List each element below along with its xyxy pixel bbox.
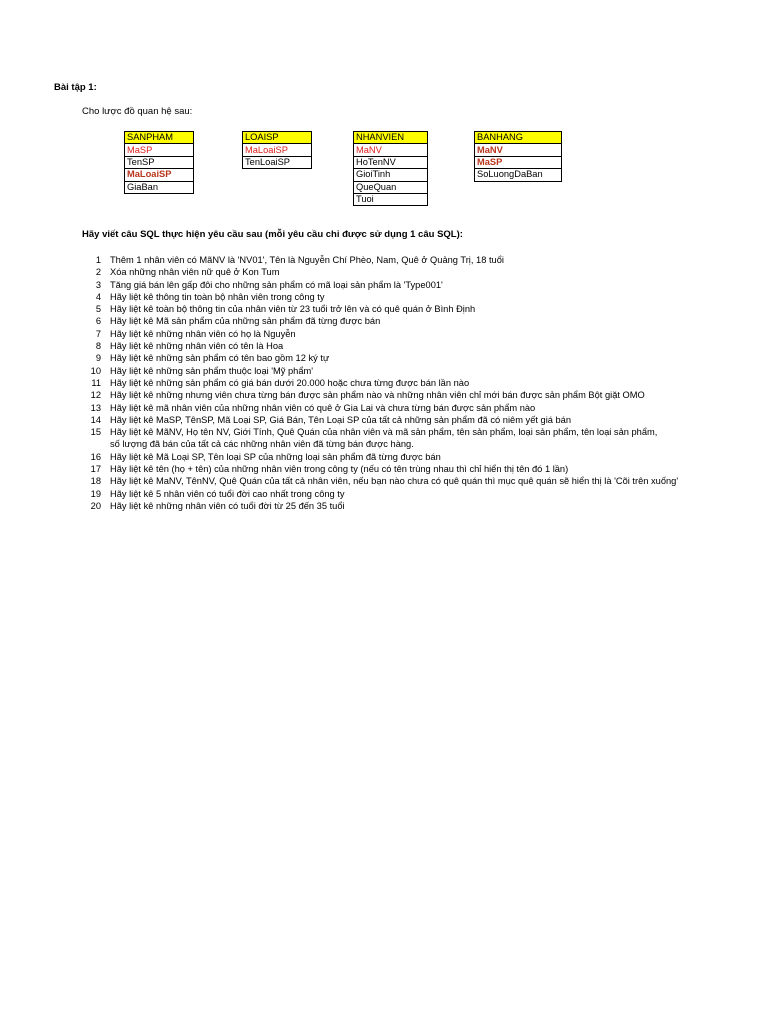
task-number: 3: [95, 279, 101, 290]
table-field: GiaBan: [125, 181, 194, 193]
task-text: Hãy liệt kê toàn bộ thông tin của nhân viên từ 23 tuổi trở lên và có quê quán ở Bình Định: [110, 304, 476, 315]
list-item: [80, 365, 760, 377]
task-text: Hãy liệt kê mã nhân viên của những nhân viên có quê ở Gia Lai và chưa từng bán được sản phẩm nào: [110, 402, 536, 413]
task-text: Hãy liệt kê Mã Loại SP, Tên loại SP của những loại sản phẩm đã từng được bán: [110, 451, 441, 462]
task-text: Hãy liệt kê những sản phẩm có tên bao gồm 12 ký tự: [110, 353, 330, 364]
table-field: MaSP: [475, 156, 562, 168]
task-text: Hãy liệt kê 5 nhân viên có tuổi đời cao nhất trong công ty: [110, 488, 345, 499]
table-sanpham: [124, 131, 194, 194]
task-number: 19: [90, 488, 101, 499]
task-number: 4: [95, 291, 101, 302]
exercise-heading: Bài tập 1:: [54, 82, 97, 93]
list-item: [80, 254, 760, 266]
task-text: Hãy liệt kê những nhân viên có họ là Nguyễn: [110, 328, 296, 339]
list-item: [80, 352, 760, 364]
table-field: SoLuongDaBan: [475, 169, 562, 181]
task-number: 16: [90, 451, 101, 462]
task-number: 10: [90, 365, 101, 376]
table-field: Tuoi: [354, 193, 428, 205]
task-number: 20: [90, 500, 101, 511]
task-list: [80, 254, 760, 512]
table-banhang: [474, 131, 562, 182]
task-number: 18: [90, 476, 101, 487]
task-number: 12: [90, 390, 101, 401]
task-text: Hãy liệt kê tên (họ + tên) của những nhân viên trong công ty (nếu có tên trùng nhau thì chỉ hiển thị tên đó 1 lần): [110, 464, 569, 475]
table-field: HoTenNV: [354, 156, 428, 168]
task-number: 5: [95, 304, 101, 315]
task-text: Hãy liệt kê những nhân viên có tên là Hoa: [110, 341, 284, 352]
task-text: Hãy liệt kê MãNV, Họ tên NV, Giới Tính, Quê Quán của nhân viên và mã sản phẩm, tên sản phẩm, loại sản phẩm, tên loại sản phẩm, số lượng đã bán của tất cả các những nhân viên đã từng bán được hàng.: [110, 427, 658, 450]
list-item: [80, 389, 760, 401]
task-number: 9: [95, 353, 101, 364]
task-number: 7: [95, 328, 101, 339]
task-text: Hãy liệt kê thông tin toàn bộ nhân viên trong công ty: [110, 291, 325, 302]
task-text: Hãy liệt kê những nhân viên có tuổi đời từ 25 đến 35 tuổi: [110, 500, 345, 511]
task-text: Hãy liệt kê MaSP, TênSP, Mã Loại SP, Giá Bán, Tên Loại SP của tất cả những sản phẩm đã có niêm yết giá bán: [110, 414, 572, 425]
task-number: 13: [90, 402, 101, 413]
table-name: BANHANG: [475, 132, 562, 144]
list-item: [80, 303, 760, 315]
task-text: Hãy liệt kê những sản phẩm có giá bán dưới 20.000 hoặc chưa từng được bán lần nào: [110, 377, 470, 388]
table-field: MaLoaiSP: [125, 169, 194, 181]
table-name: LOAISP: [243, 132, 312, 144]
intro-text: Cho lược đồ quan hệ sau:: [82, 106, 193, 117]
table-field: TenLoaiSP: [243, 156, 312, 168]
list-item: [80, 500, 760, 512]
list-item: [80, 451, 760, 463]
list-item: [80, 414, 760, 426]
task-number: 14: [90, 414, 101, 425]
list-item: [80, 402, 760, 414]
list-item: [80, 488, 760, 500]
task-number: 17: [90, 464, 101, 475]
task-number: 2: [95, 267, 101, 278]
task-number: 1: [95, 255, 101, 265]
table-field: GioiTinh: [354, 169, 428, 181]
table-name: SANPHAM: [125, 132, 194, 144]
task-number: 15: [90, 427, 101, 438]
table-loaisp: [242, 131, 312, 169]
table-field: MaNV: [354, 144, 428, 156]
task-text: Hãy liệt kê những nhưng viên chưa từng bán được sản phẩm nào và những nhân viên chỉ mới bán được sản phẩm Bột giặt OMO: [110, 390, 645, 401]
task-text: Hãy liệt kê MaNV, TênNV, Quê Quán của tất cả nhân viên, nếu bạn nào chưa có quê quán thì mục quê quán sẽ hiển thị là 'Cõi trên xuống': [110, 476, 679, 487]
task-text: Hãy liệt kê Mã sản phẩm của những sản phẩm đã từng được bán: [110, 316, 381, 327]
table-nhanvien: [353, 131, 428, 206]
table-field: QueQuan: [354, 181, 428, 193]
list-item: [80, 291, 760, 303]
task-text: Hãy liệt kê những sản phẩm thuộc loại 'Mỹ phẩm': [110, 365, 314, 376]
task-number: 6: [95, 316, 101, 327]
list-item: [80, 266, 760, 278]
list-item: [80, 315, 760, 327]
list-item: [80, 340, 760, 352]
task-number: 8: [95, 341, 101, 352]
table-name: NHANVIEN: [354, 132, 428, 144]
task-text: Xóa những nhân viên nữ quê ở Kon Tum: [110, 267, 280, 278]
list-item: [80, 426, 760, 451]
list-item: [80, 279, 760, 291]
list-item: [80, 328, 760, 340]
task-number: 11: [91, 377, 101, 388]
task-text: Tăng giá bán lên gấp đôi cho những sản phẩm có mã loại sản phẩm là 'Type001': [110, 279, 443, 290]
list-item: [80, 377, 760, 389]
list-item: [80, 475, 760, 487]
table-field: MaLoaiSP: [243, 144, 312, 156]
task-prompt: Hãy viết câu SQL thực hiện yêu cầu sau (mỗi yêu cầu chỉ được sử dụng 1 câu SQL):: [82, 229, 463, 240]
list-item: [80, 463, 760, 475]
table-field: MaNV: [475, 144, 562, 156]
task-text: Thêm 1 nhân viên có MãNV là 'NV01', Tên là Nguyễn Chí Phèo, Nam, Quê ở Quảng Trị, 18 tuổi: [110, 255, 504, 265]
table-field: MaSP: [125, 144, 194, 156]
table-field: TenSP: [125, 156, 194, 168]
